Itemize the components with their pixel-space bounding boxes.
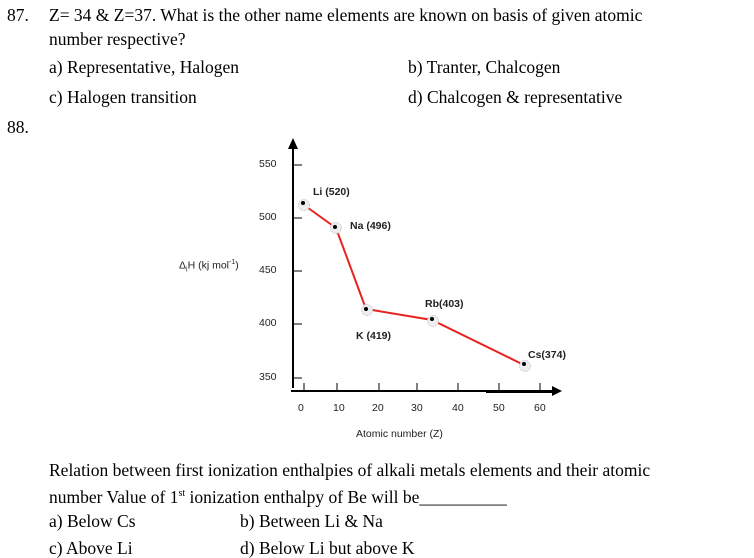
q88-text-line2: number Value of 1st ionization enthalpy of Be will be__________ [49, 486, 507, 507]
q87-option-a: a) Representative, Halogen [49, 57, 239, 77]
y-ticks [293, 165, 302, 378]
point-label-cs: Cs(374) [528, 349, 566, 361]
marker-na [331, 223, 342, 234]
x-tick-label: 20 [372, 402, 384, 414]
x-tick-label: 30 [411, 402, 423, 414]
y-tick-label: 550 [259, 158, 277, 170]
y-axis-arrow-icon [288, 138, 298, 149]
q88-option-d: d) Below Li but above K [240, 538, 415, 558]
point-label-k: K (419) [356, 330, 392, 342]
q88-option-a: a) Below Cs [49, 511, 136, 531]
point-label-na: Na (496) [350, 220, 391, 232]
y-axis-label: $\Delta_iH$ (kj mol$^{-1}$) [179, 259, 239, 274]
marker-k [362, 305, 373, 316]
point-label-rb: Rb(403) [425, 298, 464, 310]
x-tick-label: 10 [333, 402, 345, 414]
q88-number: 88. [7, 117, 29, 137]
marker-cs [520, 361, 531, 372]
q88-option-c: c) Above Li [49, 538, 133, 558]
y-tick-label: 500 [259, 211, 277, 223]
x-axis-arrow-icon [552, 386, 562, 396]
q87-option-b: b) Tranter, Chalcogen [408, 57, 561, 77]
q88-text-line1: Relation between first ionization enthalpies of alkali metals elements and their atomic [49, 460, 651, 480]
x-tick-label: 60 [534, 402, 546, 414]
y-tick-label: 450 [259, 264, 277, 276]
q87-option-d: d) Chalcogen & representative [408, 87, 623, 107]
q87-number: 87. [7, 5, 29, 25]
x-tick-label: 0 [298, 402, 304, 414]
q87-option-c: c) Halogen transition [49, 87, 197, 107]
q88-option-b: b) Between Li & Na [240, 511, 383, 531]
x-tick-label: 50 [493, 402, 505, 414]
marker-rb [428, 316, 439, 327]
marker-li [299, 200, 310, 211]
point-label-li: Li (520) [313, 186, 350, 198]
y-tick-label: 400 [259, 317, 277, 329]
x-ticks [304, 383, 540, 391]
data-markers [299, 200, 531, 372]
x-axis-label: Atomic number (Z) [356, 428, 443, 440]
x-tick-label: 40 [452, 402, 464, 414]
q87-text-line1: Z= 34 & Z=37. What is the other name elements are known on basis of given atomic [49, 5, 643, 25]
q87-text-line2: number respective? [49, 29, 186, 49]
y-tick-label: 350 [259, 371, 277, 383]
